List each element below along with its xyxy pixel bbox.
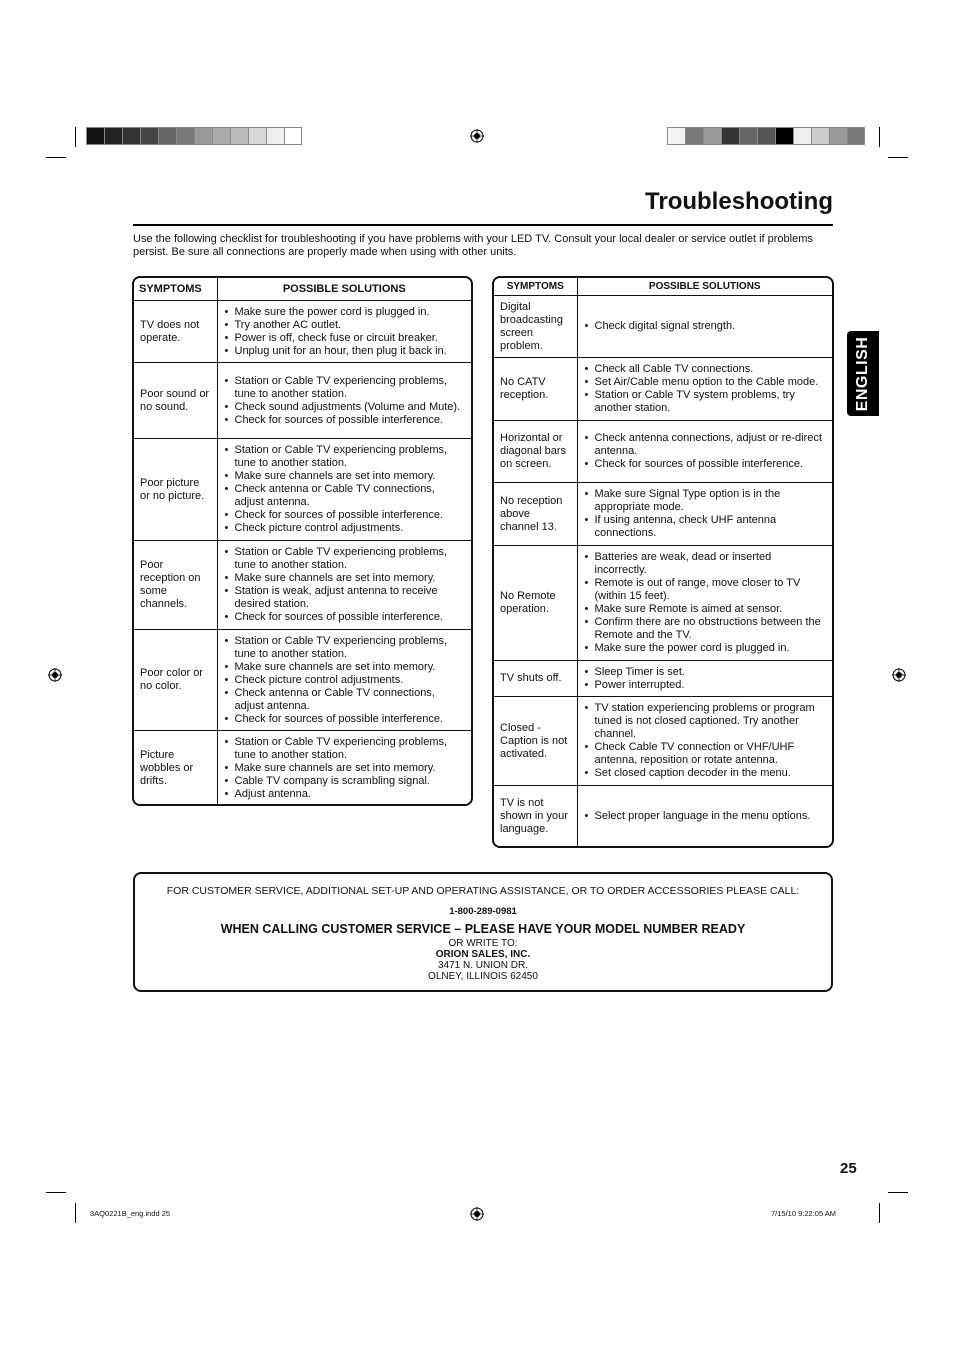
customer-service-phone: 1-800-289-0981	[449, 906, 517, 917]
list-item: • Make sure Remote is aimed at sensor.	[584, 603, 827, 616]
color-swatch	[685, 127, 703, 145]
symptoms-header: SYMPTOMS	[494, 278, 577, 296]
solutions-list	[224, 444, 466, 535]
list-item: • TV station experiencing problems or program tuned is not closed captioned. Try another channel.	[584, 702, 827, 741]
company-name: ORION SALES, INC.	[435, 949, 531, 960]
solutions-cell	[577, 421, 832, 483]
model-number-notice: WHEN CALLING CUSTOMER SERVICE – PLEASE HAVE YOUR MODEL NUMBER READY	[220, 922, 746, 936]
list-item: • Power interrupted.	[584, 679, 827, 692]
list-item: • Make sure Signal Type option is in the appropriate mode.	[584, 488, 827, 514]
crop-mark	[879, 1203, 880, 1223]
list-item: • Check Cable TV connection or VHF/UHF antenna, reposition or rotate antenna.	[584, 741, 827, 767]
color-swatch	[739, 127, 757, 145]
list-item: • Check antenna or Cable TV connections, adjust antenna.	[224, 687, 466, 713]
color-swatch	[829, 127, 847, 145]
color-swatch	[212, 127, 230, 145]
list-item: • If using antenna, check UHF antenna connections.	[584, 514, 827, 540]
table-row	[134, 363, 471, 439]
date-slug: 7/15/10 9:22:05 AM	[771, 1209, 837, 1218]
symptom-cell: No reception above channel 13.	[494, 483, 577, 546]
symptom-cell: TV is not shown in your language.	[494, 786, 577, 848]
list-item: • Power is off, check fuse or circuit breaker.	[224, 332, 466, 345]
crop-mark	[888, 1192, 908, 1193]
write-to-label: OR WRITE TO:	[448, 938, 518, 949]
troubleshooting-table-left	[132, 276, 473, 806]
list-item: • Station or Cable TV experiencing problems, tune to another station.	[224, 444, 466, 470]
street-address: 3471 N. UNION DR.	[437, 960, 529, 971]
list-item: • Check for sources of possible interference.	[224, 414, 466, 427]
solutions-header: POSSIBLE SOLUTIONS	[217, 278, 471, 301]
crop-mark	[888, 157, 908, 158]
crop-mark	[75, 1203, 76, 1223]
mailing-address	[135, 938, 831, 982]
color-bar-right	[667, 127, 865, 145]
table-row	[494, 483, 832, 546]
list-item: • Unplug unit for an hour, then plug it back in.	[224, 345, 466, 358]
table-row	[494, 786, 832, 848]
list-item: • Check picture control adjustments.	[224, 522, 466, 535]
solutions-cell	[217, 301, 471, 363]
list-item: • Set closed caption decoder in the menu.	[584, 767, 827, 780]
list-item: • Confirm there are no obstructions between the Remote and the TV.	[584, 616, 827, 642]
color-swatch	[284, 127, 302, 145]
solutions-cell	[577, 296, 832, 358]
registration-mark-icon	[470, 1207, 484, 1221]
registration-mark-icon	[892, 668, 906, 682]
color-swatch	[230, 127, 248, 145]
registration-mark-icon	[48, 668, 62, 682]
color-swatch	[158, 127, 176, 145]
symptoms-header: SYMPTOMS	[134, 278, 217, 301]
list-item: • Check for sources of possible interference.	[224, 713, 466, 726]
color-swatch	[703, 127, 721, 145]
language-tab-label: ENGLISH	[854, 336, 871, 411]
city-address: OLNEY, ILLINOIS 62450	[428, 971, 538, 982]
solutions-header: POSSIBLE SOLUTIONS	[577, 278, 832, 296]
solutions-cell	[577, 697, 832, 786]
list-item: • Station or Cable TV experiencing problems, tune to another station.	[224, 635, 466, 661]
symptom-cell: Poor reception on some channels.	[134, 541, 217, 630]
list-item: • Check all Cable TV connections.	[584, 363, 827, 376]
color-swatch	[811, 127, 829, 145]
list-item: • Station or Cable TV system problems, try another station.	[584, 389, 827, 415]
list-item: • Set Air/Cable menu option to the Cable mode.	[584, 376, 827, 389]
symptom-cell: TV shuts off.	[494, 661, 577, 697]
color-swatch	[757, 127, 775, 145]
list-item: • Adjust antenna.	[224, 788, 466, 801]
color-swatch	[176, 127, 194, 145]
solutions-list	[224, 736, 466, 801]
solutions-cell	[217, 731, 471, 807]
list-item: • Make sure channels are set into memory.	[224, 661, 466, 674]
registration-mark-icon	[470, 129, 484, 143]
table-row	[494, 546, 832, 661]
symptom-cell: Digital broadcasting screen problem.	[494, 296, 577, 358]
symptom-cell: Picture wobbles or drifts.	[134, 731, 217, 807]
language-tab	[847, 331, 879, 416]
page-number: 25	[840, 1160, 857, 1177]
list-item: • Check for sources of possible interference.	[224, 509, 466, 522]
solutions-list	[584, 363, 827, 415]
list-item: • Station or Cable TV experiencing problems, tune to another station.	[224, 736, 466, 762]
color-swatch	[793, 127, 811, 145]
solutions-list	[584, 702, 827, 780]
color-swatch	[194, 127, 212, 145]
solutions-list	[584, 488, 827, 540]
solutions-cell	[217, 541, 471, 630]
solutions-list	[224, 546, 466, 624]
symptom-cell: Horizontal or diagonal bars on screen.	[494, 421, 577, 483]
intro-text: Use the following checklist for troubleshooting if you have problems with your LED TV. Consult your local dealer or service outlet if problems persist. Be sure all connections are properly made when using with other units.	[133, 233, 813, 258]
list-item: • Station is weak, adjust antenna to receive desired station.	[224, 585, 466, 611]
list-item: • Check for sources of possible interference.	[224, 611, 466, 624]
solutions-list	[584, 551, 827, 655]
list-item: • Check picture control adjustments.	[224, 674, 466, 687]
solutions-list	[224, 375, 466, 427]
table-row	[134, 731, 471, 807]
color-swatch	[721, 127, 739, 145]
solutions-cell	[577, 483, 832, 546]
file-slug: 3AQ0221B_eng.indd 25	[90, 1209, 171, 1218]
table-row	[494, 697, 832, 786]
symptom-cell: Poor picture or no picture.	[134, 439, 217, 541]
list-item: • Check sound adjustments (Volume and Mute).	[224, 401, 466, 414]
customer-service-intro: FOR CUSTOMER SERVICE, ADDITIONAL SET-UP AND OPERATING ASSISTANCE, OR TO ORDER ACCESSORIES PLEASE CALL:	[166, 885, 800, 897]
color-swatch	[104, 127, 122, 145]
list-item: • Check antenna or Cable TV connections, adjust antenna.	[224, 483, 466, 509]
color-swatch	[248, 127, 266, 145]
list-item: • Check digital signal strength.	[584, 320, 827, 333]
page-title: Troubleshooting	[645, 188, 833, 215]
list-item: • Make sure the power cord is plugged in.	[224, 306, 466, 319]
crop-mark	[879, 127, 880, 147]
list-item: • Make sure channels are set into memory.	[224, 470, 466, 483]
list-item: • Remote is out of range, move closer to TV (within 15 feet).	[584, 577, 827, 603]
crop-mark	[75, 127, 76, 147]
table-row	[134, 439, 471, 541]
list-item: • Check antenna connections, adjust or re-direct antenna.	[584, 432, 827, 458]
color-bar-left	[86, 127, 302, 145]
solutions-cell	[217, 439, 471, 541]
symptom-cell: TV does not operate.	[134, 301, 217, 363]
color-swatch	[847, 127, 865, 145]
list-item: • Check for sources of possible interference.	[584, 458, 827, 471]
color-swatch	[266, 127, 284, 145]
solutions-cell	[217, 363, 471, 439]
title-divider	[133, 224, 833, 226]
list-item: • Cable TV company is scrambling signal.	[224, 775, 466, 788]
table-row	[134, 541, 471, 630]
customer-service-box	[133, 872, 833, 992]
table-row	[134, 301, 471, 363]
symptom-cell: Closed - Caption is not activated.	[494, 697, 577, 786]
list-item: • Make sure the power cord is plugged in.	[584, 642, 827, 655]
table-row	[494, 421, 832, 483]
crop-mark	[46, 157, 66, 158]
list-item: • Make sure channels are set into memory.	[224, 762, 466, 775]
symptom-cell: Poor color or no color.	[134, 630, 217, 731]
solutions-cell	[577, 786, 832, 848]
color-swatch	[667, 127, 685, 145]
table-row	[134, 630, 471, 731]
color-swatch	[122, 127, 140, 145]
solutions-list	[224, 635, 466, 726]
troubleshooting-table-right	[492, 276, 834, 848]
solutions-list	[224, 306, 466, 358]
table-row	[494, 296, 832, 358]
list-item: • Select proper language in the menu options.	[584, 810, 827, 823]
table-row	[494, 661, 832, 697]
solutions-cell	[577, 546, 832, 661]
list-item: • Make sure channels are set into memory.	[224, 572, 466, 585]
symptom-cell: Poor sound or no sound.	[134, 363, 217, 439]
solutions-list	[584, 810, 827, 823]
solutions-cell	[217, 630, 471, 731]
color-swatch	[140, 127, 158, 145]
solutions-list	[584, 320, 827, 333]
symptom-cell: No Remote operation.	[494, 546, 577, 661]
color-swatch	[775, 127, 793, 145]
crop-mark	[46, 1192, 66, 1193]
list-item: • Sleep Timer is set.	[584, 666, 827, 679]
table-row	[494, 358, 832, 421]
list-item: • Batteries are weak, dead or inserted incorrectly.	[584, 551, 827, 577]
symptom-cell: No CATV reception.	[494, 358, 577, 421]
solutions-list	[584, 432, 827, 471]
solutions-cell	[577, 358, 832, 421]
list-item: • Station or Cable TV experiencing problems, tune to another station.	[224, 546, 466, 572]
list-item: • Station or Cable TV experiencing problems, tune to another station.	[224, 375, 466, 401]
color-swatch	[86, 127, 104, 145]
list-item: • Try another AC outlet.	[224, 319, 466, 332]
solutions-cell	[577, 661, 832, 697]
solutions-list	[584, 666, 827, 692]
